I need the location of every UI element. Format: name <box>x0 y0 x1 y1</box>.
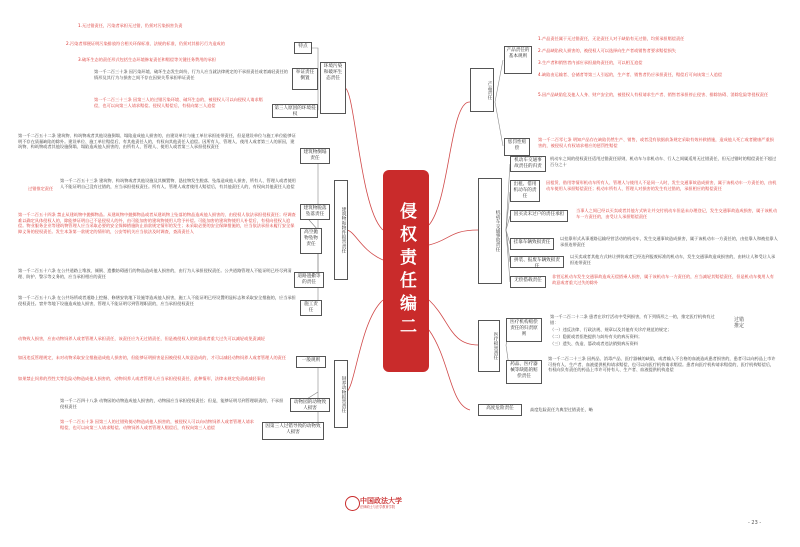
animal-sub1-item-2: 如因违反管理规定，未对动物采取安全措施造成他人损害的，但能够证明损害是因被侵权人故意造成的，才可以减轻动物饲养人或者管理人的责任 <box>18 355 287 360</box>
env-branch-box: 环境污染和破坏生态责任 <box>320 62 346 114</box>
medical-sub1-box: 医疗机构赔偿责任的归责原则 <box>506 318 542 342</box>
building-sub5-box: 施工责任 <box>300 300 322 316</box>
motor-sub1-box: 机动车交通事故责任的归责 <box>510 156 546 172</box>
product-sub1-item-1: 1.产品责任属于无过错责任，无论责任人对于缺陷有无过错，均须承担赔偿责任 <box>538 36 685 41</box>
medical-sub2-box: 药品、医疗器械等缺陷的赔偿责任 <box>506 360 542 384</box>
building-sub1-box: 建筑物倒塌责任 <box>300 148 330 164</box>
building-sub4-box: 道路遗撒等的责任 <box>294 272 324 288</box>
medical-sub2-text: 第一千二百二十三条 因药品、消毒产品、医疗器械的缺陷，或者输入不合格的血液造成患者损害的，患者可以向药品上市许可持有人、生产者、血液提供机构请求赔偿，也可以向医疗机构请求赔偿。患者向医疗机构请求赔偿的，医疗机构赔偿后，有权向负有责任的药品上市许可持有人、生产者、血液提供机构追偿 <box>548 356 776 373</box>
motor-sub6-box: 无偿搭载责任 <box>510 276 546 288</box>
motor-sub3-box: 因买卖未过户的责任承担 <box>510 210 568 222</box>
animal-sub1-item-3: 如果禁止饲养的烈性犬等危险动物造成他人损害的，动物饲养人或者管理人应当承担侵权责任，此种情形，法律未规定免责或减轻事由 <box>18 376 266 381</box>
medical-sub1-item-3: （二）隐匿或者拒绝提供与纠纷有关的病历资料； <box>550 334 643 339</box>
motor-sub4-text: 以挂靠形式从事道路运输经营活动的机动车，发生交通事故造成损害，属于该机动车一方责任的，由挂靠人和被挂靠人承担连带责任 <box>560 236 778 247</box>
product-sub1-item-5: 5.因产品缺陷危及他人人身、财产安全的，被侵权人有权请求生产者、销售者承担停止侵害、排除妨碍、消除危险等侵权责任 <box>538 92 769 97</box>
motor-sub1-text: 机动车之间的侵权责任适用过错责任原则，机动车与非机动车、行人之间属适用无过错责任，但无过错时的赔偿责任不超过百分之十 <box>550 156 777 167</box>
building-sub3-text: 第一千二百五十四条 禁止从建筑物中抛掷物品。从建筑物中抛掷物品或者从建筑物上坠落的物品造成他人损害的，由侵权人依法承担侵权责任；经调查难以确定具体侵权人的，除能够证明自己不是侵权人的外，由可能加害的建筑物使用人给予补偿。可能加害的建筑物使用人补偿后，有权向侵权人追偿。物业服务企业等建筑物管理人应当采取必要的安全保障措施防止前款规定情形的发生；未采取必要的安全保障措施的，应当依法承担未履行安全保障义务的侵权责任。发生本条第一款规定的情形的，公安等机关应当依法及时调查，查清责任人 <box>18 212 296 234</box>
animal-sub3-text: 第一千二百五十条 因第三人的过错致使动物造成他人损害的，被侵权人可以向动物饲养人或者管理人请求赔偿，也可以向第三人请求赔偿。动物饲养人或者管理人赔偿后，有权向第三人追偿 <box>60 419 254 430</box>
building-sub3-box: 高空抛物坠物责任 <box>300 228 322 254</box>
building-sub4-text: 第一千二百五十六条 在公共道路上堆放、倾倒、遗撒妨碍通行的物品造成他人损害的，由行为人承担侵权责任。公共道路管理人不能证明已经尽到清理、防护、警示等义务的，应当承担相应的责任 <box>18 268 292 279</box>
motor-sub5-box: 拼装、报废车辆致损责任 <box>510 256 564 268</box>
env-special-3: 3.破坏生态的责任形式包括生态环境修复责任和赔偿等关键任务费用的承担 <box>78 57 216 62</box>
medical-sub1-item-1: 第一千二百二十二条 患者在诊疗活动中受到损害，有下列情形之一的，推定医疗机构有过错： <box>550 314 715 325</box>
danger-branch-box: 高度危险责任 <box>478 404 522 416</box>
animal-sub3-box: 因第三人过错导致的动物致人损害 <box>262 422 324 440</box>
building-sub5-text: 第一千二百五十八条 在公共场所或者道路上挖掘、修缮安装地下设施等造成他人损害，施工人不能证明已经设置明显标志和采取安全措施的，应当承担侵权责任。窨井等地下设施造成他人损害，管理人不能证明尽到管理职责的，应当承担侵权责任 <box>18 295 296 306</box>
motor-sub5-text: 以买卖或者其他方式转让拼装或者已经达到报废标准的机动车，发生交通事故造成损害的，由转让人和受让人承担连带责任 <box>570 254 776 265</box>
env-punitive-box: 举证责任倒置 <box>292 68 318 90</box>
env-punitive-text: 第一千二百三十条 因污染环境、破坏生态发生纠纷，行为人应当就法律规定的不承担责任或者减轻责任的情形及其行为与损害之间不存在因果关系承担举证责任 <box>94 69 288 80</box>
product-sub2-text: 第一千二百零七条 明知产品存在缺陷仍然生产、销售，或者没有依据前条规定采取有效补救措施，造成他人死亡或者健康严重损害的，被侵权人有权请求相应的惩罚性赔偿 <box>538 137 774 148</box>
product-branch-box: 产品责任 <box>470 68 494 112</box>
motor-sub2-box: 出租、借用机动车的责任 <box>510 180 540 202</box>
animal-sub2-box: 动物园的动物致人损害 <box>290 398 330 412</box>
motor-sub6-text: 非营运机动车发生交通事故造成无偿搭乘人损害，属于该机动车一方责任的，应当减轻其赔偿责任，但是机动车使用人有故意或者重大过失的除外 <box>552 274 774 285</box>
medical-sub1-label: 过错推定 <box>734 317 745 329</box>
product-sub1-item-4: 4.缺陷由运输者、仓储者等第三人引起的，生产者、销售者仍应承担责任，赔偿后可向该第三人追偿 <box>538 72 723 77</box>
animal-sub1-item-1: 动物致人损害，应由动物饲养人或者管理人承担责任，该责任应为无过错责任，但是被侵权人的故意或者重大过失可以减轻或免责减轻 <box>18 336 266 341</box>
motor-sub3-text: 当事人之间已经以买卖或者其他方式转让并交付机动车但是未办理登记，发生交通事故造成损害，属于该机动车一方责任的，由受让人承担赔偿责任 <box>576 208 778 219</box>
footer-logo <box>360 497 450 511</box>
building-branch-box: 建筑物和物件损害责任 <box>334 180 348 280</box>
building-sub2-label: 过错推定责任 <box>28 186 54 191</box>
motor-sub4-box: 挂靠车辆致损责任 <box>510 238 554 250</box>
product-sub1-box: 产品责任的基本规则 <box>504 46 532 74</box>
env-special-box: 特点 <box>294 42 312 54</box>
medical-sub1-item-4: （三）遗失、伪造、篡改或者违法销毁病历资料 <box>550 341 638 346</box>
env-third-box: 第三人原因的环境侵权 <box>272 104 318 118</box>
motor-branch-box: 机动车交通事故责任 <box>478 178 502 284</box>
animal-branch-box: 饲养动物损害责任 <box>334 360 348 428</box>
env-special-2: 2.污染者那便证明污染排放符合相关环保标准、法规的标准，仍须对其排污行为造成的 <box>66 41 225 46</box>
building-sub2-text: 第一千二百五十三条 建筑物、构筑物或者其他设施及其搁置物、悬挂物发生脱落、坠落造成他人损害，所有人、管理人或者使用人不能证明自己没有过错的，应当承担侵权责任。所有人、管理人或者使用人赔偿后，有其他责任人的，有权向其他责任人追偿 <box>60 178 296 189</box>
school-seal-icon <box>345 496 360 511</box>
building-sub2-box: 建筑物脱落坠落责任 <box>300 204 330 220</box>
env-special-1: 1.无过错责任，污染者承担无过错，仍须对污染损害负责 <box>78 23 183 28</box>
motor-sub2-text: 因租赁、借用等情形机动车所有人、管理人与使用人不是同一人时，发生交通事故造成损害，属于该机动车一方责任的，由机动车使用人承担赔偿责任；机动车所有人、管理人对损害的发生有过错的，承担相应的赔偿责任 <box>546 180 777 191</box>
animal-sub2-text: 第一千二百四十八条 动物园的动物造成他人损害的，动物园应当承担侵权责任；但是，能够证明尽到管理职责的，不承担侵权责任 <box>60 398 284 409</box>
page-number: - 23 - <box>748 520 762 526</box>
building-sub1-text: 第一千二百五十二条 建筑物、构筑物或者其他设施倒塌、塌陷造成他人损害的，由建设单位与施工单位承担连带责任，但是建设单位与施工单位能够证明不存在质量缺陷的除外。建设单位、施工单位赔偿后，有其他责任人的，有权向其他责任人追偿。因所有人、管理人、使用人或者第三人的原因，建筑物、构筑物或者其他设施倒塌、塌陷造成他人损害的，由所有人、管理人、使用人或者第三人承担侵权责任 <box>18 133 296 150</box>
center-title: 侵权责任编二 <box>383 170 429 372</box>
medical-branch-box: 医疗损害责任 <box>478 320 500 372</box>
danger-text: 高度危险责任为典型过错责任，略 <box>530 407 593 412</box>
product-sub1-item-3: 3.生产者和销售者内部应承担最终责任的，可以相互追偿 <box>538 60 643 65</box>
env-third-text: 第一千二百三十三条 因第三人的过错污染环境、破坏生态的，被侵权人可以向侵权人请求赔偿，也可以向第三人请求赔偿。侵权人赔偿后，有权向第三人追偿 <box>94 97 263 108</box>
footer-school-name: 中国政法大学 <box>360 497 402 505</box>
animal-sub1-box: 一般规则 <box>296 356 326 368</box>
medical-sub1-item-2: （一）违反法律、行政法规、规章以及其他有关诊疗规范的规定； <box>550 327 672 332</box>
product-sub1-item-2: 2.产品缺陷致人损害的，被侵权人可以选择向生产者或销售者要求赔偿损失 <box>538 48 676 53</box>
product-sub2-box: 惩罚性赔偿 <box>504 138 530 156</box>
footer-subtitle: 法律硕士与法学教育学院 <box>360 505 396 509</box>
